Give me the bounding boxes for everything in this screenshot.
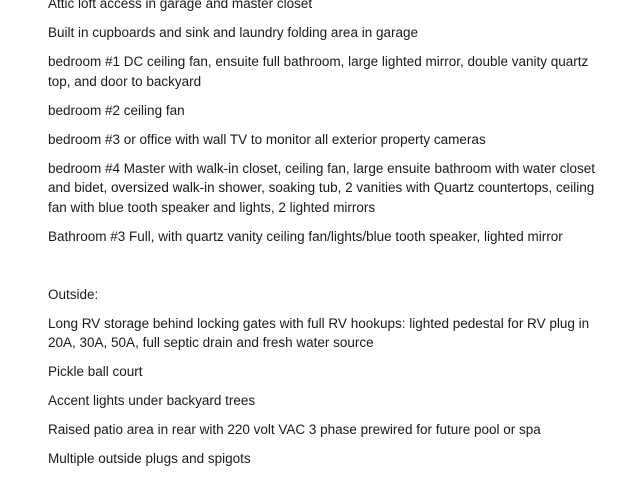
interior-item: bedroom #2 ceiling fan (48, 102, 185, 118)
outside-item: Raised patio area in rear with 220 volt VAC 3 phase prewired for future pool or spa (48, 422, 541, 437)
interior-item: bedroom #4 Master with walk-in closet, ceiling fan, large ensuite bathroom with water closet and bidet, oversized walk-in shower, soaking tub, 2 vanities with Quartz countertops, ceiling fan with blue tooth speaker and lights, 2 lighted mirrors (48, 160, 596, 215)
outside-item: Accent lights under backyard trees (48, 393, 256, 408)
interior-item: Attic loft access in garage and master closet (48, 0, 313, 11)
blank-line (48, 256, 608, 276)
outside-item: Long RV storage behind locking gates with full RV hookups: lighted pedestal for RV plug in 20A, 30A, 50A, full septic drain and fresh water source (48, 315, 590, 350)
outside-item: Pickle ball court (48, 364, 143, 379)
interior-item: bedroom #1 DC ceiling fan, ensuite full bathroom, large lighted mirror, double vanity quartz top, and door to backyard (48, 54, 589, 89)
interior-item: bedroom #3 or office with wall TV to monitor all exterior property cameras (48, 131, 486, 147)
interior-item: Bathroom #3 Full, with quartz vanity ceiling fan/lights/blue tooth speaker, lighted mirror (48, 228, 563, 244)
document-body (48, 0, 608, 478)
interior-item: Built in cupboards and sink and laundry folding area in garage (48, 25, 418, 40)
outside-item: Multiple outside plugs and spigots (48, 451, 251, 466)
outside-heading: Outside: (48, 286, 99, 302)
